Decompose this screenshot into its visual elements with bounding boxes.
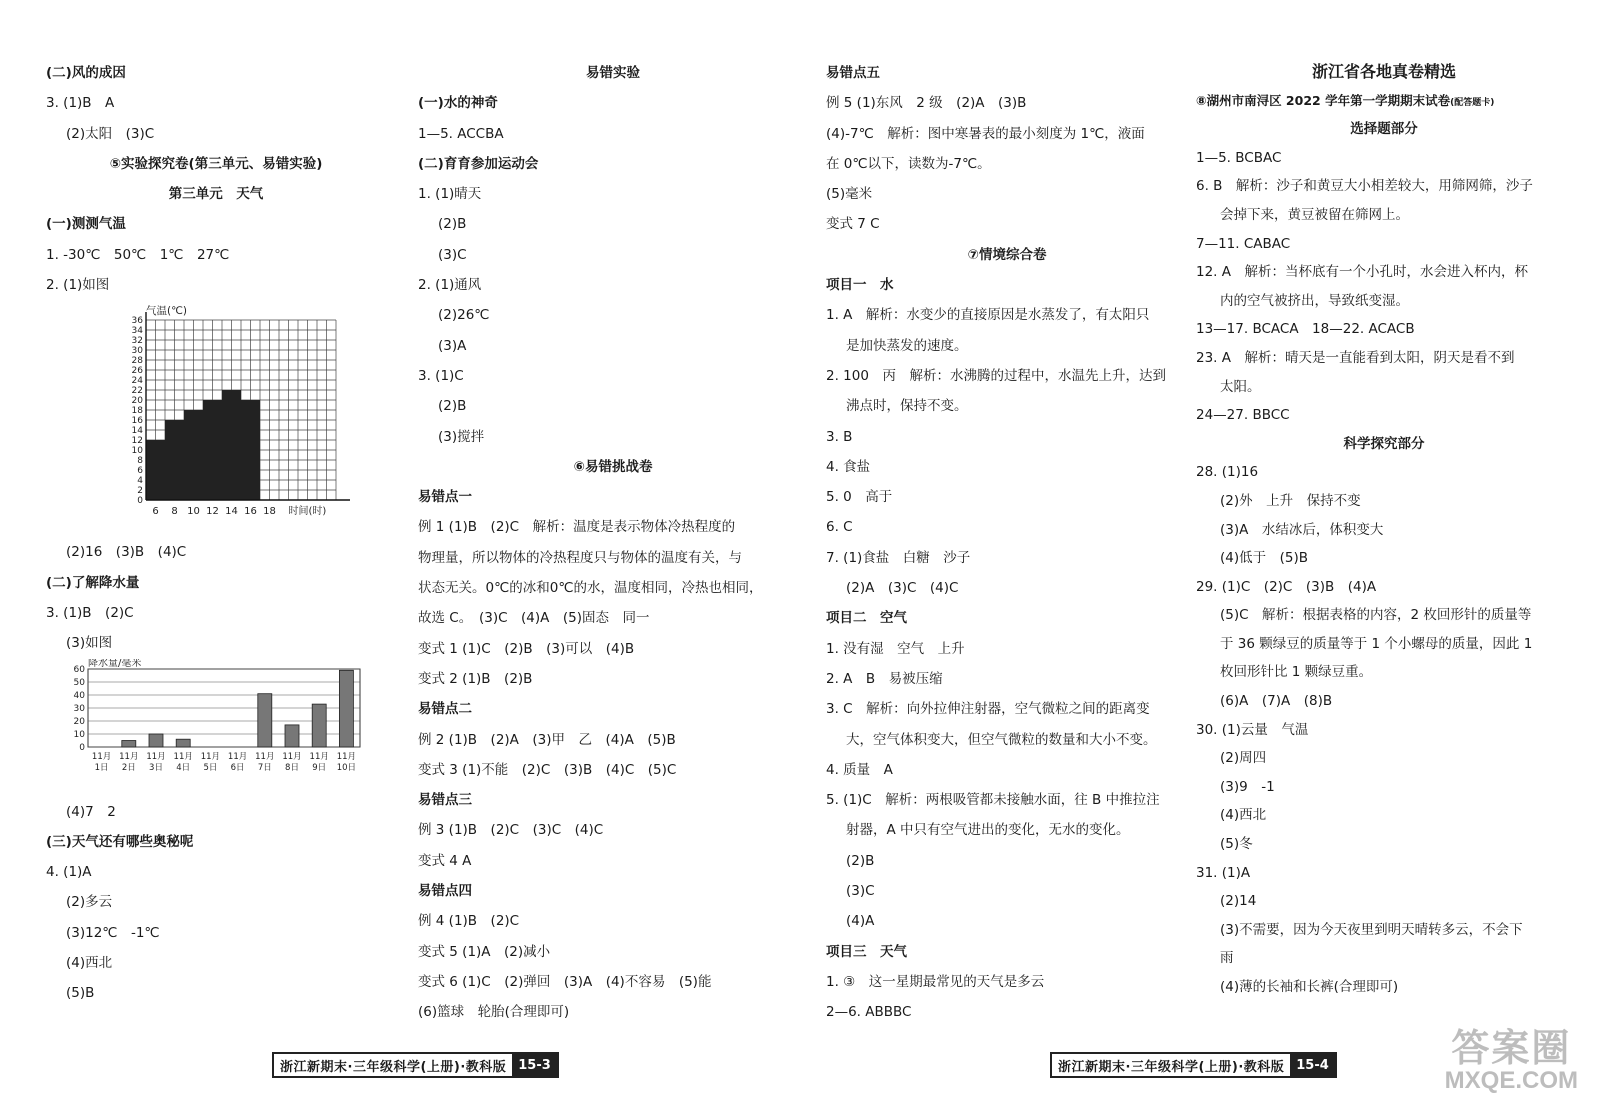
x-tick-label-day: 1日 [94, 762, 109, 773]
exam-title-text: ⑧湖州市南浔区 2022 学年第一学期期末试卷 [1196, 92, 1451, 108]
answer-line: 30. (1)云量 气温 [1196, 721, 1309, 738]
x-tick-label-day: 3日 [149, 762, 163, 773]
section-heading: 易错点三 [418, 792, 472, 809]
answer-line: 28. (1)16 [1196, 464, 1259, 481]
y-tick-label: 22 [131, 386, 143, 397]
y-tick-label: 0 [137, 496, 143, 507]
answer-line: (2)多云 [66, 894, 113, 911]
x-axis-label: 时间(时) [288, 506, 327, 518]
answer-line: 射器，A 中只有空气进出的变化，无水的变化。 [846, 822, 1130, 839]
answer-line: (5)B [66, 985, 95, 1002]
x-tick-label-day: 7日 [257, 762, 272, 773]
bar [203, 400, 222, 500]
answer-line: 3. (1)C [418, 367, 464, 384]
x-tick-label-month: 11月 [255, 751, 275, 762]
answer-line: 于 36 颗绿豆的质量等于 1 个小螺母的质量，因此 1 [1220, 635, 1533, 652]
bar [312, 704, 326, 747]
answer-line: (3)A 水结冰后，体积变大 [1220, 521, 1384, 538]
answer-line: 内的空气被挤出，导致纸变湿。 [1220, 292, 1409, 309]
bar [122, 740, 136, 747]
footer-book-title: 浙江新期末·三年级科学(上册)·教科版 [280, 1059, 507, 1075]
paper-title: 浙江省各地真卷精选 [1311, 62, 1456, 81]
answer-line: 例 3 (1)B (2)C (3)C (4)C [418, 822, 604, 839]
answer-line: (4)薄的长袖和长裤(合理即可) [1220, 979, 1399, 995]
answer-line: (5)C 解析：根据表格的内容，2 枚回形针的质量等 [1220, 607, 1532, 624]
answer-line: 1. A 解析：水变少的直接原因是水蒸发了，有太阳只 [826, 307, 1150, 324]
bar [241, 400, 260, 500]
x-tick-label-day: 9日 [312, 762, 327, 773]
y-tick-label: 18 [131, 406, 143, 417]
x-tick-label-month: 11月 [282, 751, 302, 762]
answer-line: 例 1 (1)B (2)C 解析：温度是表示物体冷热程度的 [418, 519, 736, 536]
paper-title: ⑤实验探究卷(第三单元、易错实验) [109, 155, 323, 172]
y-tick-label: 10 [73, 729, 85, 740]
watermark-logo [1445, 1029, 1578, 1093]
answer-line: 1. ③ 这一星期最常见的天气是多云 [826, 973, 1045, 990]
answer-line: (4)A [846, 913, 875, 930]
answer-line: 1. (1)晴天 [418, 186, 482, 203]
y-tick-label: 14 [131, 426, 143, 437]
answer-line: (3)不需要，因为今天夜里到明天晴转多云，不会下 [1220, 921, 1523, 938]
answer-line: (5)毫米 [826, 186, 873, 203]
answer-line: (4)西北 [66, 955, 113, 972]
answer-column-2 [418, 58, 808, 1028]
answer-line: 1. -30℃ 50℃ 1℃ 27℃ [46, 246, 230, 263]
x-tick-label: 8 [171, 506, 178, 518]
x-tick-label: 16 [244, 506, 257, 518]
bar [285, 724, 299, 746]
answer-line: (6)篮球 轮胎(合理即可) [418, 1004, 570, 1021]
x-tick-label-day: 5日 [203, 762, 218, 773]
answer-line: 6. B 解析：沙子和黄豆大小相差较大，用筛网筛，沙子 [1196, 178, 1533, 195]
answer-line: 例 4 (1)B (2)C [418, 913, 520, 930]
answer-line: 13—17. BCACA 18—22. ACACB [1196, 321, 1415, 338]
page-footer-right [1050, 1052, 1337, 1078]
section-heading: 易错点四 [418, 883, 472, 900]
unit-title: 第三单元 天气 [168, 186, 264, 203]
exam-title-note: (配答题卡) [1450, 97, 1495, 108]
answer-line: (4)西北 [1220, 807, 1267, 824]
x-tick-label: 18 [263, 506, 276, 518]
y-tick-label: 28 [131, 356, 143, 367]
x-tick-label-month: 11月 [227, 751, 248, 762]
answer-line: 2. (1)如图 [46, 277, 110, 294]
section-heading: 项目三 天气 [826, 943, 907, 960]
paper-title: ⑦情境综合卷 [967, 246, 1047, 263]
section-heading: 项目一 水 [826, 277, 894, 294]
y-tick-label: 20 [73, 716, 85, 727]
footer-page-number: 15-3 [512, 1054, 557, 1076]
x-tick-label-month: 11月 [146, 751, 166, 762]
section-heading: (二)风的成因 [46, 65, 126, 81]
answer-line: 例 5 (1)东风 2 级 (2)A (3)B [826, 95, 1027, 112]
y-tick-label: 4 [137, 476, 143, 487]
answer-line: 大，空气体积变大，但空气微粒的数量和大小不变。 [846, 731, 1157, 748]
y-tick-label: 16 [131, 416, 143, 427]
answer-line: 5. (1)C 解析：两根吸管都未接触水面，往 B 中推拉注 [826, 792, 1160, 809]
paper-title: 易错实验 [586, 65, 640, 81]
section-heading: (二)育育参加运动会 [418, 155, 539, 172]
answer-line: (3)12℃ -1℃ [66, 924, 160, 941]
answer-line: (3)如图 [66, 635, 113, 652]
section-heading: (一)测测气温 [46, 216, 126, 233]
x-tick-label: 14 [225, 506, 238, 518]
answer-line: (2)A (3)C (4)C [846, 580, 959, 597]
answer-line: 变式 7 C [826, 216, 880, 233]
answer-column-3 [826, 58, 1188, 1028]
answer-line: 7. (1)食盐 白糖 沙子 [826, 549, 971, 566]
answer-line: (3)9 -1 [1220, 778, 1275, 795]
answer-line: 2. A B 易被压缩 [826, 670, 943, 687]
x-tick-label-day: 10日 [336, 762, 357, 773]
answer-line: 变式 2 (1)B (2)B [418, 670, 533, 687]
answer-line: 7—11. CABAC [1196, 235, 1291, 252]
temperature-chart-svg [46, 300, 386, 537]
x-tick-label-month: 11月 [91, 751, 112, 762]
answer-line: 2. 100 丙 解析：水沸腾的过程中，水温先上升，达到 [826, 367, 1166, 384]
y-tick-label: 6 [137, 466, 143, 477]
answer-line: 物理量，所以物体的冷热程度只与物体的温度有关，与 [418, 549, 742, 566]
y-tick-label: 12 [131, 436, 143, 447]
section-heading: 易错点二 [418, 701, 472, 718]
answer-line: 故选 C。 (3)C (4)A (5)固态 同一 [418, 610, 650, 627]
answer-line: (3)搅拌 [438, 428, 485, 445]
y-tick-label: 40 [73, 690, 85, 701]
bar [258, 693, 272, 746]
bar [339, 670, 353, 747]
y-tick-label: 36 [131, 316, 143, 327]
y-tick-label: 30 [131, 346, 143, 357]
answer-line: 24—27. BBCC [1196, 407, 1290, 424]
answer-line: 在 0℃以下，读数为-7℃。 [826, 155, 991, 172]
answer-line: 3. (1)B (2)C [46, 604, 134, 621]
answer-line: 2. (1)通风 [418, 277, 482, 294]
answer-line: 会掉下来，黄豆被留在筛网上。 [1220, 206, 1409, 223]
answer-line: 3. (1)B A [46, 95, 115, 112]
x-tick-label: 12 [206, 506, 219, 518]
bar [176, 739, 190, 747]
answer-line: (3)C [846, 883, 875, 900]
y-tick-label: 26 [131, 366, 143, 377]
answer-line: (2)B [438, 216, 467, 233]
y-tick-label: 32 [131, 336, 143, 347]
footer-book-title: 浙江新期末·三年级科学(上册)·教科版 [1058, 1059, 1285, 1075]
answer-line: 4. 食盐 [826, 458, 871, 475]
y-tick-label: 50 [73, 677, 85, 688]
y-axis-label: 气温(℃) [146, 305, 187, 318]
answer-line: (2)B [846, 852, 875, 869]
section-heading: 科学探究部分 [1343, 435, 1425, 452]
answer-line: (2)太阳 (3)C [66, 125, 155, 142]
x-tick-label-day: 8日 [285, 762, 299, 773]
section-heading: 易错点一 [418, 489, 472, 506]
answer-line: 雨 [1220, 950, 1234, 967]
answer-line: (5)冬 [1220, 836, 1253, 853]
y-axis-label: 降水量/毫米 [88, 658, 142, 669]
x-tick-label-day: 6日 [230, 762, 245, 773]
y-tick-label: 2 [137, 486, 143, 497]
y-tick-label: 30 [73, 703, 85, 714]
footer-page-number: 15-4 [1290, 1054, 1335, 1076]
paper-title: ⑥易错挑战卷 [573, 458, 653, 475]
answer-column-4 [1196, 58, 1572, 1002]
answer-line: 4. 质量 A [826, 761, 893, 778]
bar [149, 734, 163, 747]
section-heading: 选择题部分 [1350, 121, 1418, 138]
section-heading: 项目二 空气 [826, 610, 907, 627]
answer-line: 状态无关。0℃的冰和0℃的水，温度相同，冷热也相同， [418, 580, 763, 597]
watermark-text: 答案圈 [1451, 1028, 1572, 1070]
answer-line: (2)周四 [1220, 750, 1267, 767]
y-tick-label: 20 [131, 396, 143, 407]
answer-line: 枚回形针比 1 颗绿豆重。 [1220, 664, 1373, 681]
answer-line: 1—5. ACCBA [418, 125, 504, 142]
exam-title [1196, 87, 1572, 116]
answer-line: (3)C [438, 246, 467, 263]
x-tick-label-day: 4日 [176, 762, 191, 773]
bar [222, 390, 241, 500]
answer-line: (4)7 2 [66, 803, 116, 820]
answer-line: (2)外 上升 保持不变 [1220, 492, 1361, 509]
answer-line: 4. (1)A [46, 864, 92, 881]
answer-line: 1—5. BCBAC [1196, 149, 1282, 166]
answer-line: (2)B [438, 398, 467, 415]
y-tick-label: 24 [131, 376, 143, 387]
x-tick-label-month: 11月 [119, 751, 139, 762]
x-tick-label-month: 11月 [200, 751, 221, 762]
bar [165, 420, 184, 500]
y-tick-label: 10 [131, 446, 143, 457]
y-tick-label: 8 [137, 456, 143, 467]
answer-line: 12. A 解析：当杯底有一个小孔时，水会进入杯内，杯 [1196, 264, 1528, 281]
x-tick-label: 10 [187, 506, 200, 518]
answer-line: 变式 5 (1)A (2)减小 [418, 943, 551, 960]
x-tick-label: 6 [152, 506, 159, 518]
answer-line: (2)16 (3)B (4)C [66, 544, 187, 561]
temperature-chart [46, 300, 386, 537]
answer-line: (4)低于 (5)B [1220, 550, 1309, 567]
answer-line: 变式 4 A [418, 852, 472, 869]
answer-line: (2)26℃ [438, 307, 490, 324]
answer-line: 例 2 (1)B (2)A (3)甲 乙 (4)A (5)B [418, 731, 676, 748]
bar [146, 440, 165, 500]
answer-line: 23. A 解析：晴天是一直能看到太阳，阴天是看不到 [1196, 349, 1515, 366]
answer-line: 1. 没有湿 空气 上升 [826, 640, 965, 657]
bar [184, 410, 203, 500]
answer-line: 6. C [826, 519, 853, 536]
y-tick-label: 34 [131, 326, 143, 337]
answer-line: 变式 1 (1)C (2)B (3)可以 (4)B [418, 640, 635, 657]
answer-line: (4)-7℃ 解析：图中寒暑表的最小刻度为 1℃，液面 [826, 125, 1145, 142]
section-heading: (三)天气还有哪些奥秘呢 [46, 833, 194, 850]
rainfall-chart-svg [46, 659, 386, 797]
answer-line: 3. C 解析：向外拉伸注射器，空气微粒之间的距离变 [826, 701, 1150, 718]
answer-line: 变式 6 (1)C (2)弹回 (3)A (4)不容易 (5)能 [418, 973, 712, 990]
answer-line: 是加快蒸发的速度。 [846, 337, 968, 354]
answer-line: 2—6. ABBBC [826, 1004, 912, 1021]
x-tick-label-day: 2日 [121, 762, 136, 773]
answer-line: (2)14 [1220, 893, 1257, 910]
section-heading: (一)水的神奇 [418, 95, 498, 112]
section-heading: 易错点五 [826, 65, 880, 81]
y-tick-label: 0 [79, 742, 85, 753]
x-tick-label-month: 11月 [309, 751, 329, 762]
page-footer-left [272, 1052, 559, 1078]
answer-line: 太阳。 [1220, 378, 1261, 395]
answer-line: 5. 0 高于 [826, 489, 893, 506]
x-tick-label-month: 11月 [336, 751, 357, 762]
section-heading: (二)了解降水量 [46, 574, 140, 591]
watermark-url: MXQE.COM [1444, 1067, 1578, 1094]
answer-line: 3. B [826, 428, 853, 445]
rainfall-chart [46, 659, 386, 797]
answer-line: (6)A (7)A (8)B [1220, 693, 1333, 710]
answer-line: 31. (1)A [1196, 864, 1251, 881]
x-tick-label-month: 11月 [173, 751, 193, 762]
answer-line: 变式 3 (1)不能 (2)C (3)B (4)C (5)C [418, 761, 677, 778]
answer-column-1 [46, 58, 386, 1009]
answer-line: 沸点时，保持不变。 [846, 398, 968, 415]
answer-line: (3)A [438, 337, 467, 354]
y-tick-label: 60 [73, 664, 85, 675]
answer-line: 29. (1)C (2)C (3)B (4)A [1196, 578, 1377, 595]
